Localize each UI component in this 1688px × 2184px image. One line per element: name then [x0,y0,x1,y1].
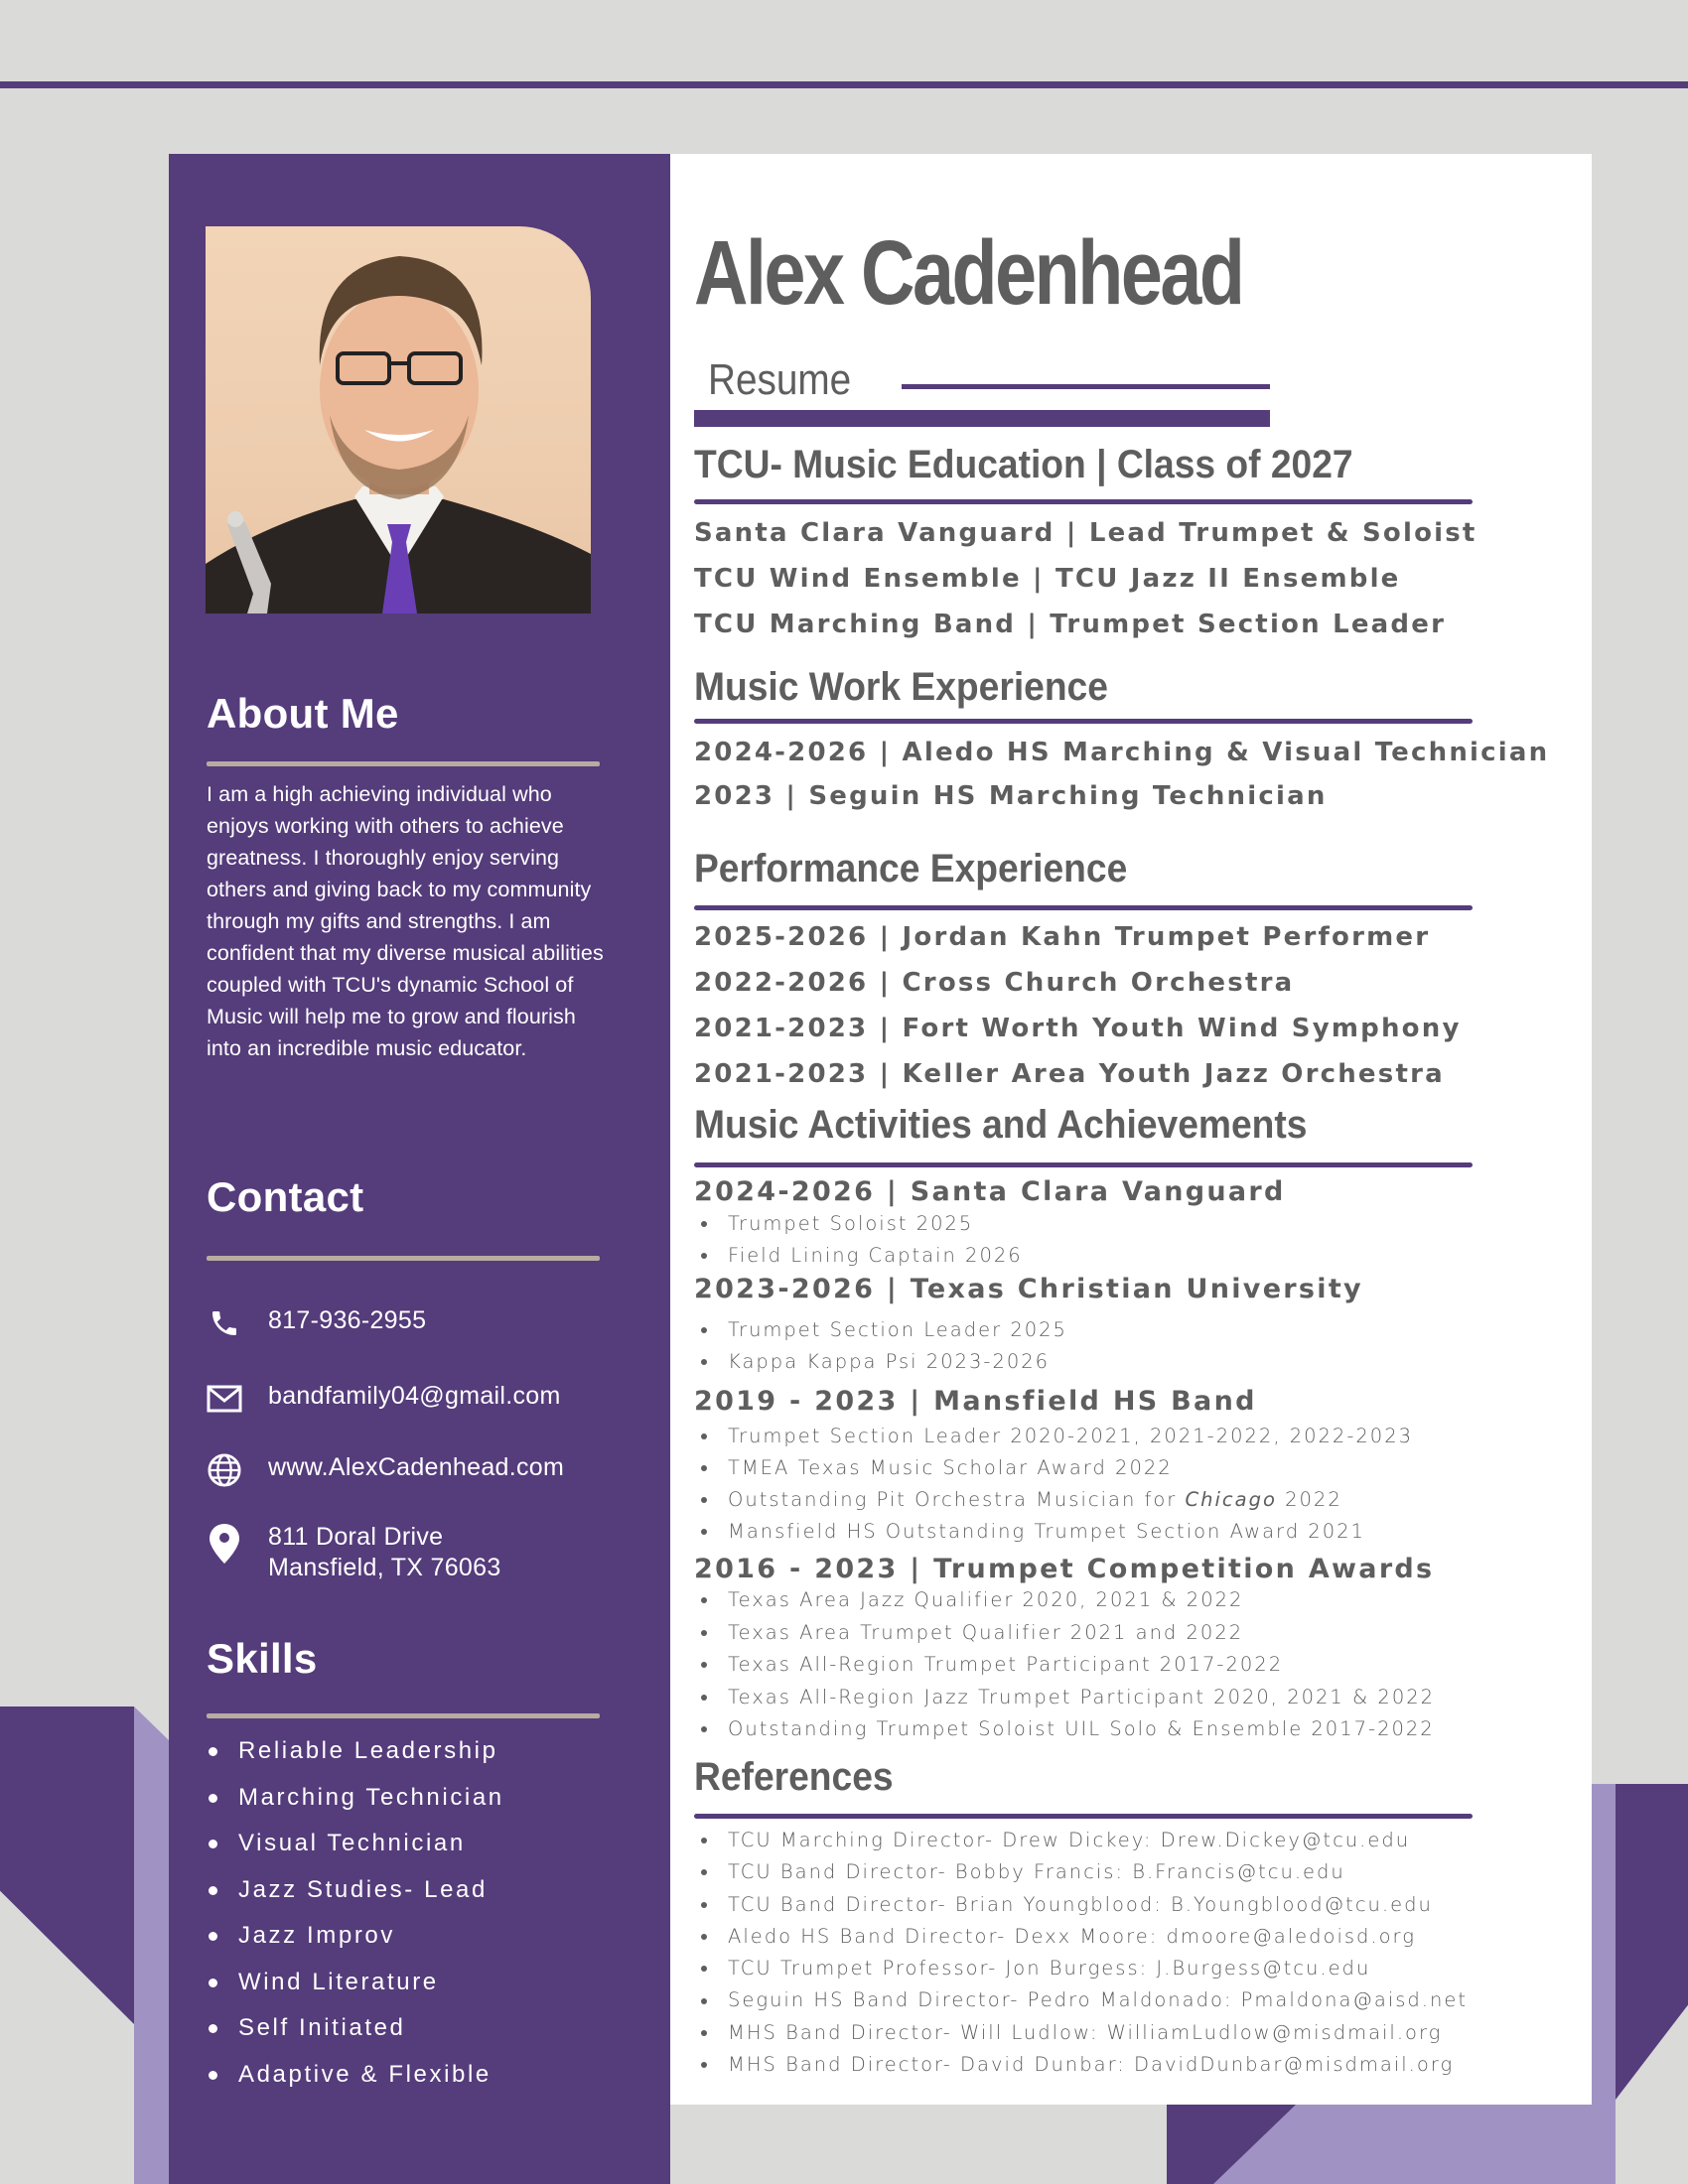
performance-line: 2022-2026 | Cross Church Orchestra [694,968,1295,998]
skill-item: Reliable Leadership [207,1736,504,1783]
performance-line: 2025-2026 | Jordan Kahn Trumpet Performer [694,922,1431,952]
performance-divider [694,905,1473,910]
phone-number: 817-936-2955 [268,1306,427,1334]
website-url: www.AlexCadenhead.com [268,1453,565,1481]
reference-item: TCU Trumpet Professor- Jon Burgess: J.Burgess@tcu.edu [694,1953,1468,1984]
skill-item: Marching Technician [207,1783,504,1830]
contact-divider [207,1256,600,1261]
education-heading: TCU- Music Education | Class of 2027 [694,443,1353,486]
achievement-list [694,1421,1413,1548]
achievement-item: Trumpet Section Leader 2025 [694,1314,1067,1346]
skills-heading: Skills [207,1635,318,1682]
performance-line: 2021-2023 | Fort Worth Youth Wind Symphony [694,1014,1462,1043]
achievement-item: Trumpet Soloist 2025 [694,1208,1023,1240]
work-line: 2024-2026 | Aledo HS Marching & Visual Technician [694,738,1550,767]
achievement-list [694,1584,1435,1746]
about-me-text: I am a high achieving individual who enjoys working with others to achieve greatness. I thoroughly enjoy serving others and giving back to my community through my gifts and strengths. I am confident that my diverse musical abilities coupled with TCU's dynamic School of Music will help me to grow and flourish into an incredible music educator. [207,782,604,1060]
references-divider [694,1814,1473,1819]
references-list [694,1825,1468,2081]
top-accent-bar [0,81,1688,88]
achievement-group-heading: 2024-2026 | Santa Clara Vanguard [694,1176,1286,1207]
achievement-item: Texas All-Region Trumpet Participant 2017-2022 [694,1649,1435,1682]
achievement-item: Texas Area Trumpet Qualifier 2021 and 2022 [694,1617,1435,1650]
decorative-shape-left-lavender [134,1706,169,2184]
portrait-illustration [206,226,591,614]
contact-phone[interactable] [207,1305,426,1341]
contact-email[interactable] [207,1381,561,1417]
decorative-shape-right-purple [1616,1784,1688,2100]
contact-heading: Contact [207,1173,364,1220]
achievement-item: Kappa Kappa Psi 2023-2026 [694,1346,1067,1378]
about-me-divider [207,761,600,766]
achievements-divider [694,1162,1473,1167]
work-experience-divider [694,719,1473,724]
reference-item: TCU Band Director- Bobby Francis: B.Francis@tcu.edu [694,1856,1468,1888]
skills-list [207,1736,504,2106]
achievement-list [694,1314,1067,1378]
address [268,1522,501,1583]
education-line: TCU Marching Band | Trumpet Section Leader [694,610,1447,639]
reference-item: Seguin HS Band Director- Pedro Maldonado: Pmaldona@aisd.net [694,1984,1468,2016]
resume-main-card [670,154,1592,2105]
mail-icon [207,1381,242,1417]
education-line: TCU Wind Ensemble | TCU Jazz II Ensemble [694,564,1401,594]
performance-line: 2021-2023 | Keller Area Youth Jazz Orchestra [694,1059,1445,1089]
phone-icon [207,1305,242,1341]
sidebar [169,154,670,2184]
skill-item: Visual Technician [207,1829,504,1875]
resume-thin-rule [902,384,1270,389]
achievement-item: Outstanding Trumpet Soloist UIL Solo & Ensemble 2017-2022 [694,1713,1435,1746]
decorative-shape-right-lavender-strip [1592,1784,1616,2184]
profile-photo [206,226,591,614]
reference-item: MHS Band Director- Will Ludlow: WilliamLudlow@misdmail.org [694,2017,1468,2049]
resume-subtitle: Resume [708,355,852,404]
achievement-group-heading: 2019 - 2023 | Mansfield HS Band [694,1386,1257,1417]
skill-item: Jazz Improv [207,1921,504,1968]
achievement-item: Mansfield HS Outstanding Trumpet Section Award 2021 [694,1516,1413,1548]
education-divider [694,499,1473,504]
achievement-item-year: 2022 [1276,1488,1342,1511]
resume-thick-rule [694,410,1270,427]
contact-address [207,1522,501,1583]
achievements-heading: Music Activities and Achievements [694,1103,1308,1147]
show-title: Chicago [1185,1488,1277,1511]
address-line-2: Mansfield, TX 76063 [268,1554,501,1581]
skill-item: Jazz Studies- Lead [207,1875,504,1922]
achievement-item-text: Outstanding Pit Orchestra Musician for [728,1488,1186,1511]
skills-divider [207,1713,600,1718]
address-line-1: 811 Doral Drive [268,1523,444,1551]
reference-item: TCU Band Director- Brian Youngblood: B.Youngblood@tcu.edu [694,1889,1468,1921]
reference-item: MHS Band Director- David Dunbar: DavidDunbar@misdmail.org [694,2049,1468,2081]
candidate-name: Alex Cadenhead [694,222,1243,324]
achievement-group-heading: 2016 - 2023 | Trumpet Competition Awards [694,1554,1435,1584]
achievement-item: Texas All-Region Jazz Trumpet Participant 2020, 2021 & 2022 [694,1682,1435,1714]
about-me-heading: About Me [207,690,399,737]
achievement-list [694,1208,1023,1272]
email-address: bandfamily04@gmail.com [268,1382,561,1410]
skill-item: Adaptive & Flexible [207,2060,504,2107]
references-heading: References [694,1755,894,1799]
achievement-item: Field Lining Captain 2026 [694,1240,1023,1272]
achievement-item: TMEA Texas Music Scholar Award 2022 [694,1452,1413,1484]
performance-heading: Performance Experience [694,847,1128,890]
decorative-shape-left-purple [0,1706,134,2024]
education-line: Santa Clara Vanguard | Lead Trumpet & Soloist [694,518,1477,548]
globe-icon [207,1452,242,1488]
achievement-item: Trumpet Section Leader 2020-2021, 2021-2022, 2022-2023 [694,1421,1413,1452]
achievement-item [694,1484,1413,1516]
work-line: 2023 | Seguin HS Marching Technician [694,781,1328,811]
reference-item: TCU Marching Director- Drew Dickey: Drew.Dickey@tcu.edu [694,1825,1468,1856]
location-pin-icon [207,1522,242,1566]
contact-website[interactable] [207,1452,564,1488]
work-experience-heading: Music Work Experience [694,665,1108,709]
achievement-group-heading: 2023-2026 | Texas Christian University [694,1274,1363,1304]
skill-item: Self Initiated [207,2013,504,2060]
reference-item: Aledo HS Band Director- Dexx Moore: dmoore@aledoisd.org [694,1921,1468,1953]
skill-item: Wind Literature [207,1968,504,2014]
achievement-item: Texas Area Jazz Qualifier 2020, 2021 & 2022 [694,1584,1435,1617]
